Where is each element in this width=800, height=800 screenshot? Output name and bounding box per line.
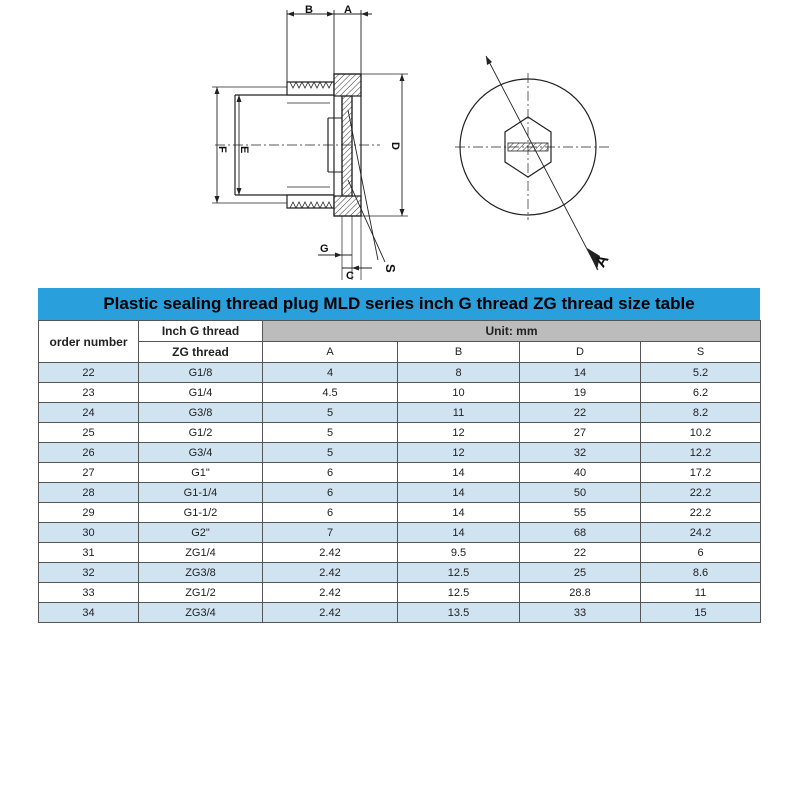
cell-b: 9.5 [398,543,520,563]
cell-order: 31 [39,543,139,563]
cell-s: 22.2 [641,483,761,503]
cell-d: 22 [520,543,641,563]
table-row [39,503,761,523]
cell-b: 14 [398,523,520,543]
label-section-a: A [591,251,613,271]
header-order-number: order number [39,321,139,363]
table-row [39,563,761,583]
cell-s: 11 [641,583,761,603]
technical-drawing [0,0,800,290]
table-row [39,603,761,623]
cell-d: 22 [520,403,641,423]
cell-s: 8.2 [641,403,761,423]
table-row [39,543,761,563]
label-e: E [238,146,250,154]
cell-thread: G1-1/4 [139,483,263,503]
header-thread-line2: ZG thread [139,342,263,363]
label-s: S [383,264,398,273]
cell-thread: G1-1/2 [139,503,263,523]
cell-d: 50 [520,483,641,503]
cell-b: 12 [398,443,520,463]
cell-order: 28 [39,483,139,503]
cell-s: 6 [641,543,761,563]
header-col-a: A [263,342,398,363]
header-thread-line1: Inch G thread [139,321,263,342]
header-col-s: S [641,342,761,363]
cell-d: 14 [520,363,641,383]
cell-a: 4.5 [263,383,398,403]
cell-order: 33 [39,583,139,603]
cell-b: 12.5 [398,563,520,583]
cell-b: 13.5 [398,603,520,623]
cell-s: 5.2 [641,363,761,383]
cell-order: 30 [39,523,139,543]
cell-b: 8 [398,363,520,383]
cell-a: 2.42 [263,543,398,563]
table-row [39,383,761,403]
cell-s: 6.2 [641,383,761,403]
cell-order: 23 [39,383,139,403]
cell-a: 5 [263,423,398,443]
size-table [38,320,761,623]
table-row [39,463,761,483]
cell-b: 14 [398,463,520,483]
cell-a: 2.42 [263,603,398,623]
label-f: F [216,146,228,153]
cell-thread: ZG3/8 [139,563,263,583]
cell-thread: G1" [139,463,263,483]
cell-thread: ZG3/4 [139,603,263,623]
cell-d: 55 [520,503,641,523]
cell-a: 5 [263,443,398,463]
cell-thread: G1/2 [139,423,263,443]
cell-d: 27 [520,423,641,443]
cell-thread: G3/4 [139,443,263,463]
cell-d: 68 [520,523,641,543]
cell-thread: ZG1/4 [139,543,263,563]
cell-a: 2.42 [263,583,398,603]
cell-a: 4 [263,363,398,383]
header-col-b: B [398,342,520,363]
cell-thread: G1/8 [139,363,263,383]
cell-a: 5 [263,403,398,423]
cell-a: 7 [263,523,398,543]
cell-s: 17.2 [641,463,761,483]
table-row [39,443,761,463]
cell-b: 10 [398,383,520,403]
cell-b: 12.5 [398,583,520,603]
cell-d: 19 [520,383,641,403]
cell-b: 14 [398,483,520,503]
side-view [212,10,408,280]
cell-thread: G1/4 [139,383,263,403]
header-col-d: D [520,342,641,363]
cell-s: 12.2 [641,443,761,463]
cell-order: 26 [39,443,139,463]
cell-d: 25 [520,563,641,583]
cell-thread: G2" [139,523,263,543]
cell-d: 40 [520,463,641,483]
cell-thread: G3/8 [139,403,263,423]
cell-b: 14 [398,503,520,523]
cell-order: 34 [39,603,139,623]
cell-order: 22 [39,363,139,383]
cell-s: 10.2 [641,423,761,443]
cell-thread: ZG1/2 [139,583,263,603]
cell-order: 24 [39,403,139,423]
table-row [39,403,761,423]
label-d: D [389,142,401,150]
label-g: G [320,243,329,255]
cell-d: 32 [520,443,641,463]
cell-a: 2.42 [263,563,398,583]
cell-d: 28.8 [520,583,641,603]
cell-order: 32 [39,563,139,583]
cell-s: 24.2 [641,523,761,543]
label-a: A [344,4,352,16]
front-view [455,56,610,270]
label-c: C [346,270,354,282]
cell-d: 33 [520,603,641,623]
header-unit: Unit: mm [263,321,761,342]
cell-order: 27 [39,463,139,483]
cell-order: 25 [39,423,139,443]
cell-a: 6 [263,463,398,483]
table-row [39,583,761,603]
table-row [39,423,761,443]
table-row [39,523,761,543]
table-title: Plastic sealing thread plug MLD series inch G thread ZG thread size table [38,288,760,320]
table-row [39,483,761,503]
cell-order: 29 [39,503,139,523]
cell-a: 6 [263,503,398,523]
cell-s: 15 [641,603,761,623]
table-row [39,363,761,383]
cell-b: 11 [398,403,520,423]
cell-s: 22.2 [641,503,761,523]
cell-b: 12 [398,423,520,443]
cell-s: 8.6 [641,563,761,583]
label-b: B [305,4,313,16]
cell-a: 6 [263,483,398,503]
